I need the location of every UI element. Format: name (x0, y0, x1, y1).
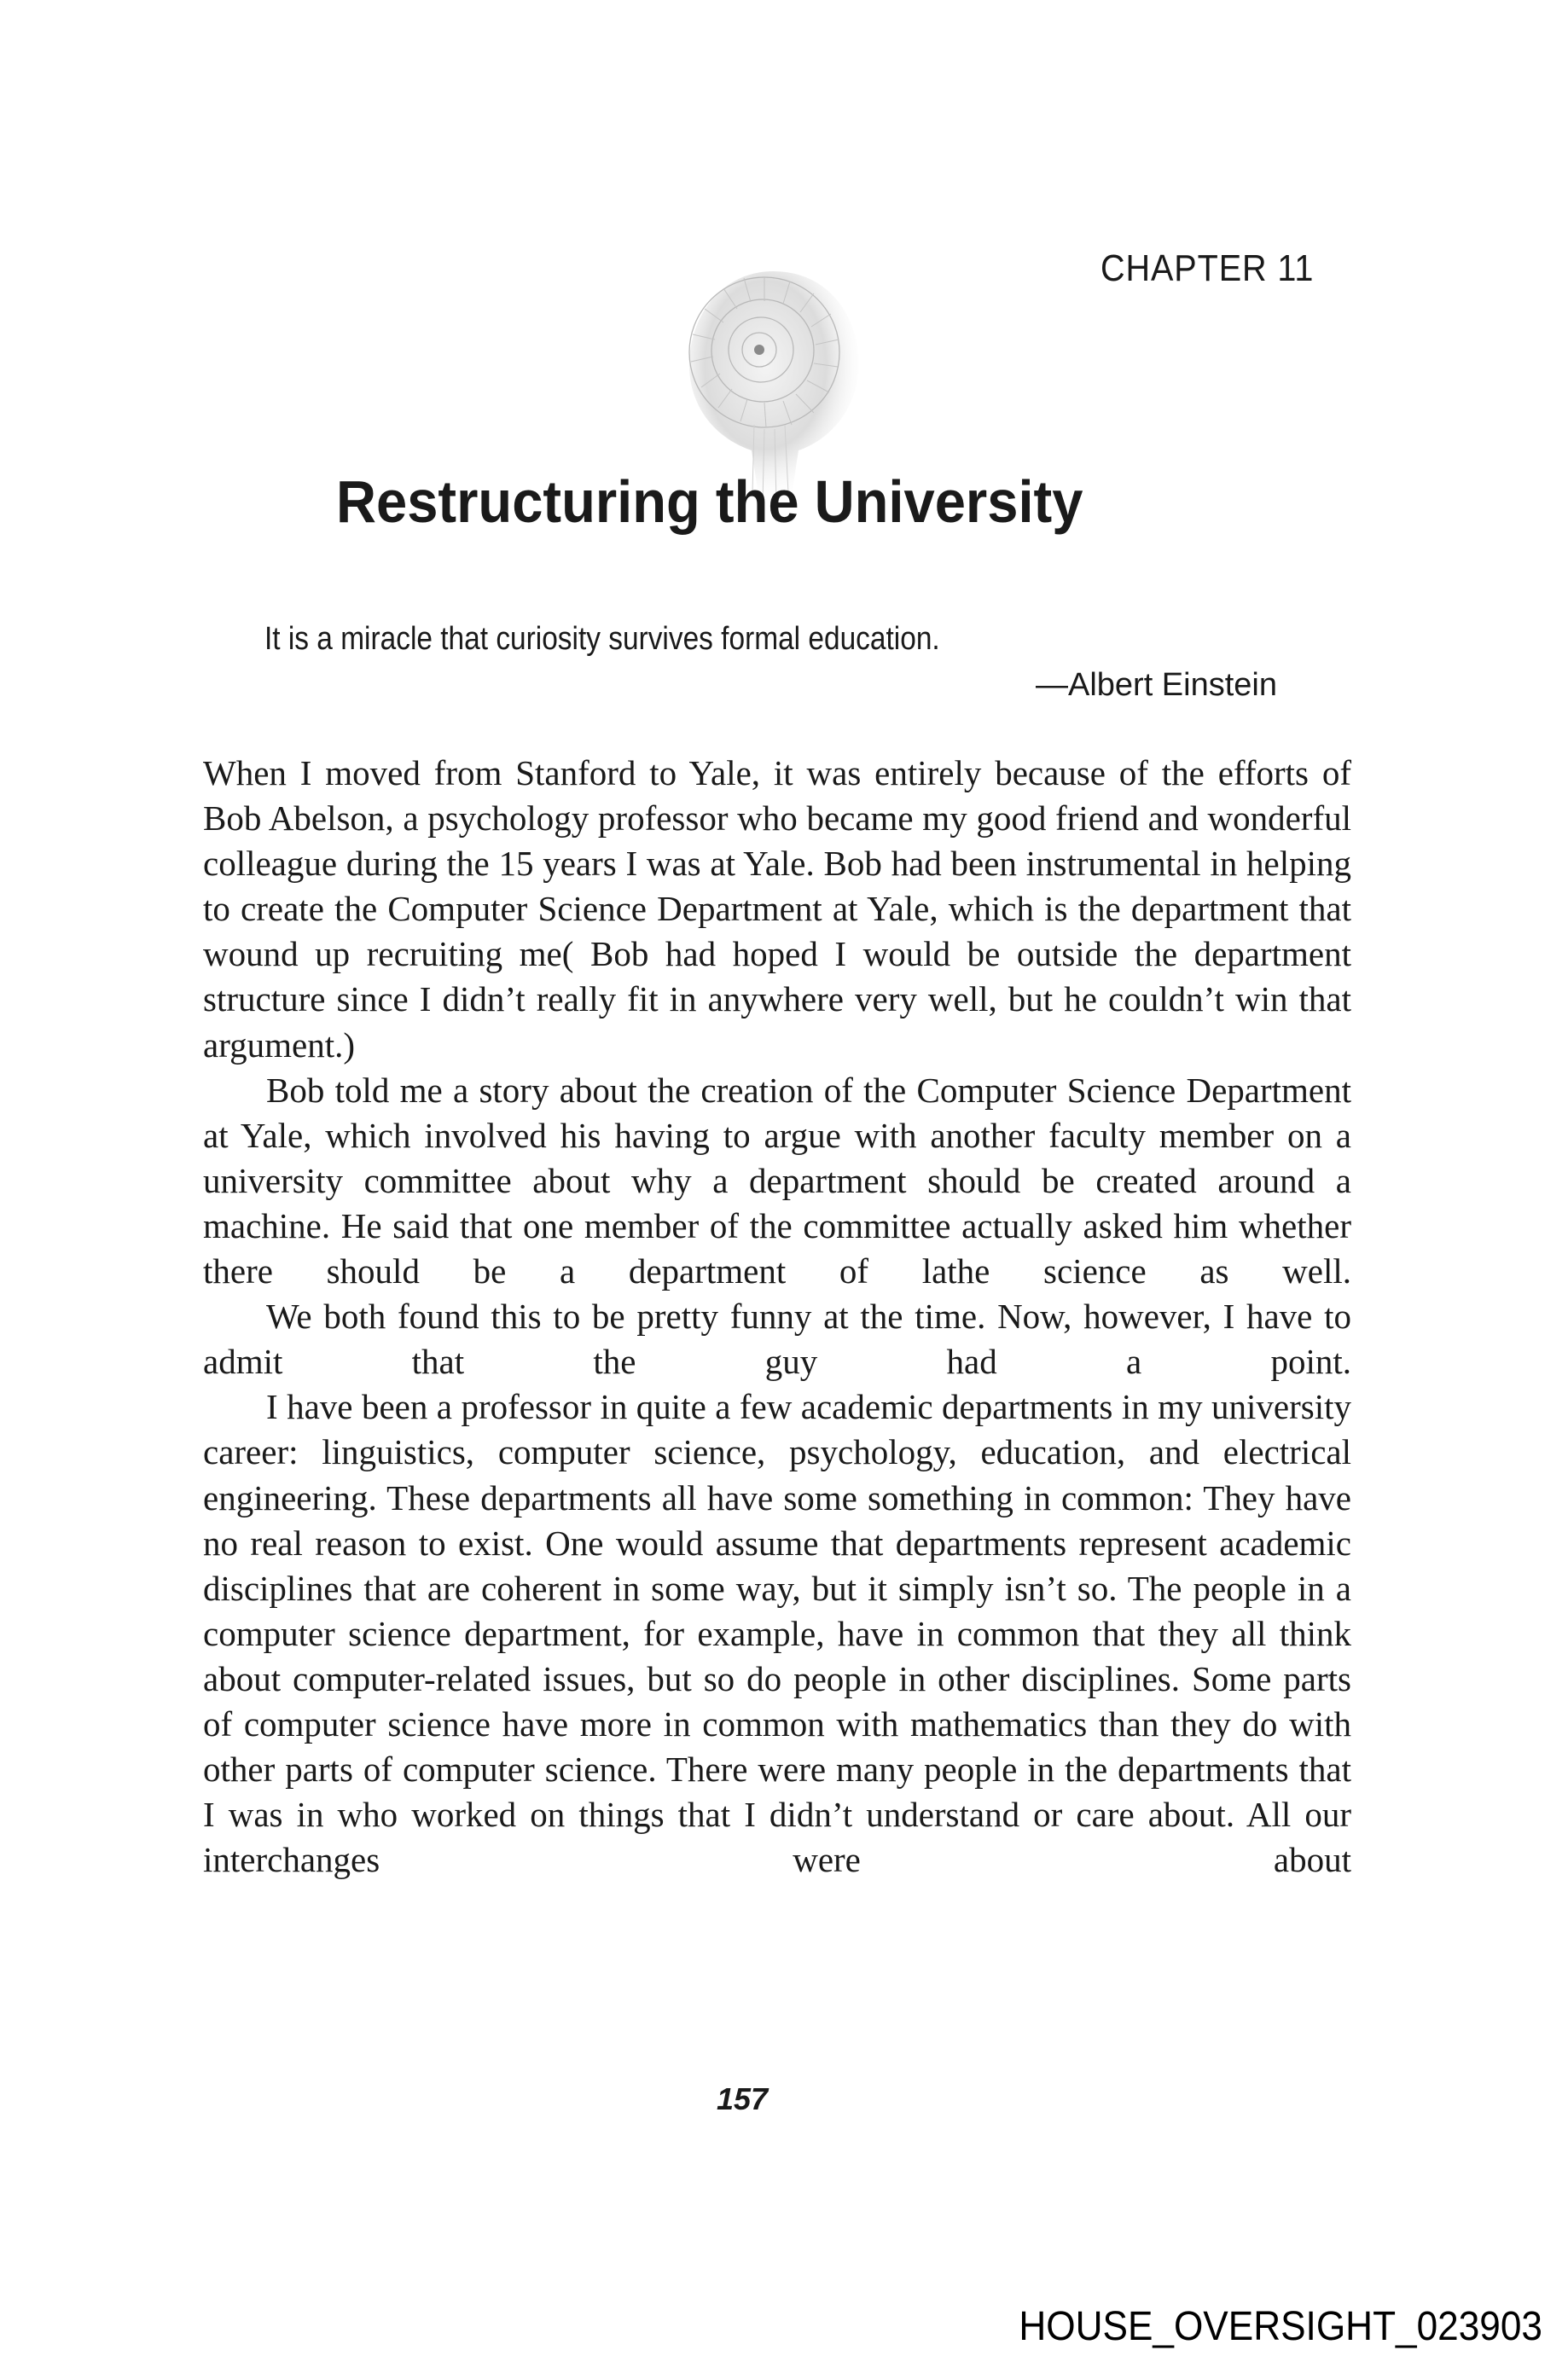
paragraph: Bob told me a story about the creation of the Computer Science Department at Yale, which involved his having to argue with another faculty member on a university committee about why a department should be created around a machine. He said that one member of the committee actually asked him whether there should be a department of lathe science as well. (203, 1070, 1351, 1291)
paragraph: We both found this to be pretty funny at the time. Now, however, I have to admit that the guy had a point. (203, 1297, 1351, 1382)
paragraph: I have been a professor in quite a few academic departments in my university career: linguistics, computer science, psychology, education, and electrical engineering. These departments all have some something in common: They have no real reason to exist. One would assume that departments represent academic disciplines that are coherent in some way, but it simply isn’t so. The people in a computer science department, for example, have in common that they all think about computer-related issues, but so do people in other disciplines. Some parts of computer science have more in common with mathematics than they do with other parts of computer science. There were many people in the departments that I was in who worked on things that I didn’t understand or care about. All our interchanges were about (203, 1387, 1351, 1880)
epigraph (264, 621, 1288, 703)
chapter-title: Restructuring the University (336, 468, 1083, 535)
epigraph-quote: It is a miracle that curiosity survives formal education. (264, 621, 940, 657)
paragraph: When I moved from Stanford to Yale, it was entirely because of the efforts of Bob Abelson, a psychology professor who became my good friend and wonderful colleague during the 15 years I was at Yale. Bob had been instrumental in helping to create the Computer Science Department at Yale, which is the department that wound up recruiting me( Bob had hoped I would be outside the department structure since I didn’t really fit in anywhere very well, but he couldn’t win that argument.) (203, 753, 1351, 1065)
page-number: 157 (717, 2081, 769, 2116)
bates-stamp: HOUSE_OVERSIGHT_023903 (1019, 2304, 1542, 2349)
chapter-label: CHAPTER 11 (1101, 247, 1315, 289)
body-text (203, 751, 1351, 1883)
epigraph-attribution: —Albert Einstein (1035, 667, 1277, 703)
